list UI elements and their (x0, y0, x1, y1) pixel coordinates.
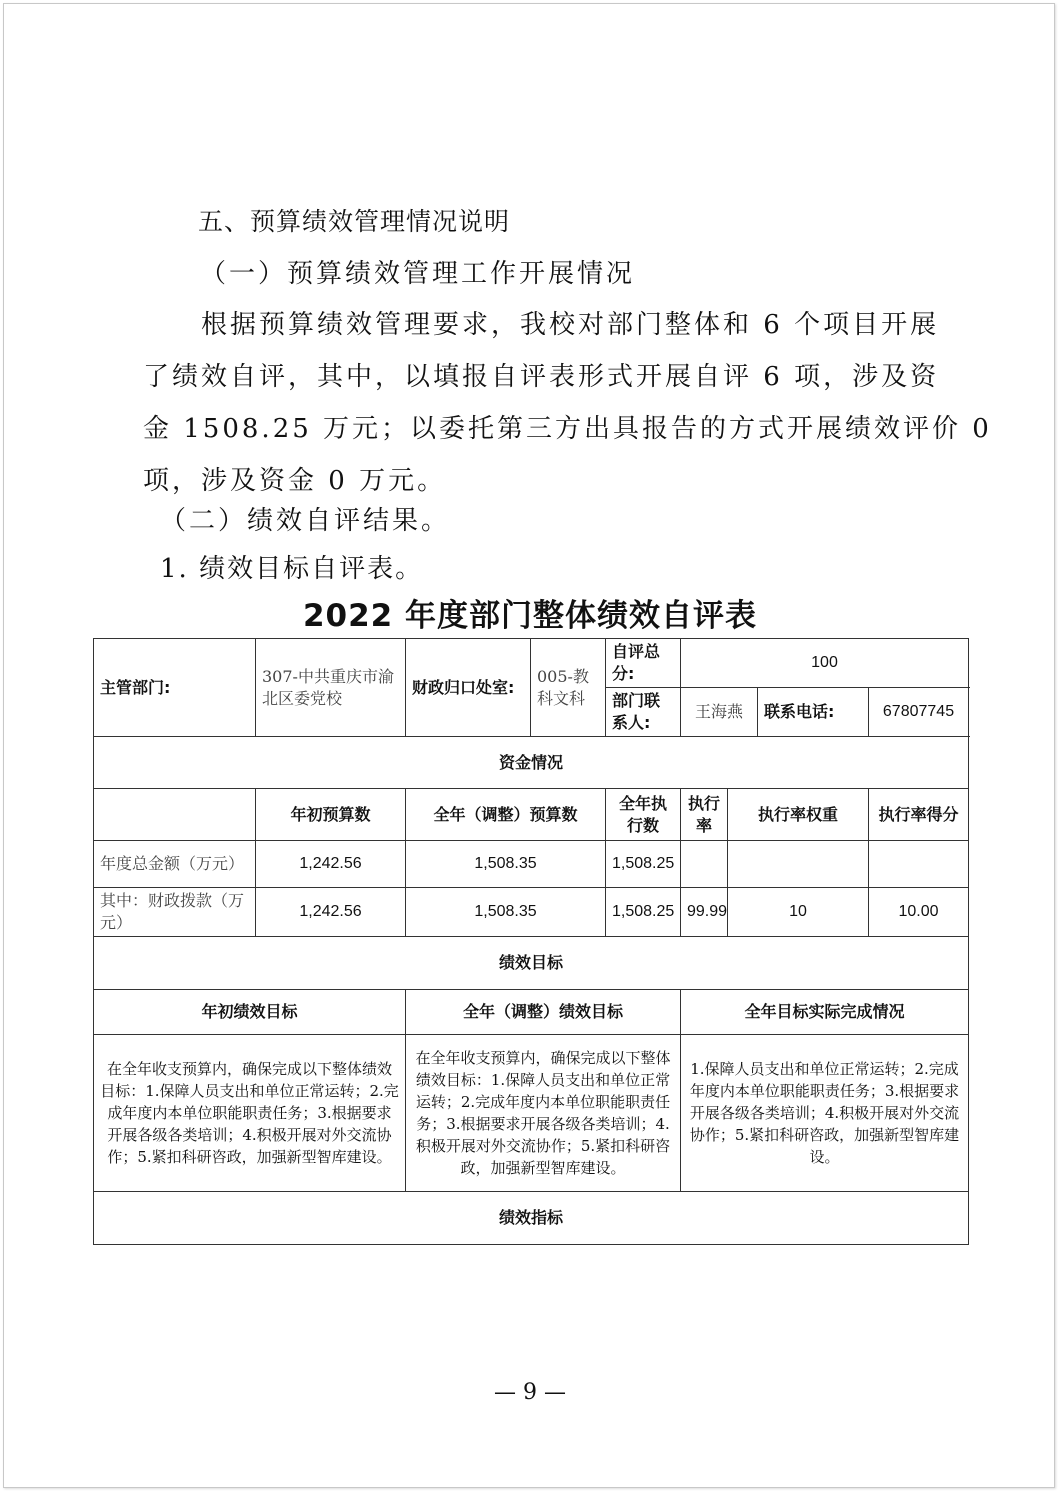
finance-value: 005-教科文科 (531, 639, 606, 737)
indicators-section-label: 绩效指标 (94, 1192, 969, 1245)
funds-section-label: 资金情况 (94, 737, 969, 789)
funds-col-header: 全年执行数 (606, 789, 681, 841)
row-label: 年度总金额（万元） (94, 841, 256, 888)
funds-col-header: 执行率 (681, 789, 728, 841)
table-cell (681, 841, 728, 888)
table-row (94, 888, 969, 937)
table-cell: 99.99 (681, 888, 728, 937)
table-cell: 10.00 (869, 888, 969, 937)
section-heading: 五、预算绩效管理情况说明 (198, 207, 511, 236)
table-cell: 10 (728, 888, 869, 937)
evaluation-table (93, 638, 969, 1245)
contact-label: 部门联系人: (606, 688, 681, 737)
funds-col-header: 执行率权重 (728, 789, 869, 841)
table-cell (728, 841, 869, 888)
funds-col-header: 全年（调整）预算数 (406, 789, 606, 841)
dept-value: 307-中共重庆市渝北区委党校 (256, 639, 406, 737)
table-cell: 1,508.25 (606, 888, 681, 937)
funds-col-header: 执行率得分 (869, 789, 969, 841)
subsection-heading-1: （一）预算绩效管理工作开展情况 (200, 259, 636, 289)
funds-col-header: 年初预算数 (256, 789, 406, 841)
dept-label: 主管部门: (94, 639, 256, 737)
paragraph-line: 了绩效自评，其中，以填报自评表形式开展自评 6 项，涉及资 (143, 362, 940, 392)
goals-col-header: 全年（调整）绩效目标 (406, 990, 681, 1035)
phone-label: 联系电话: (758, 688, 869, 737)
score-value: 100 (681, 639, 969, 688)
paragraph-line: 根据预算绩效管理要求，我校对部门整体和 6 个项目开展 (201, 310, 940, 340)
page-number: — 9 — (494, 1380, 566, 1405)
table-cell: 1,242.56 (256, 841, 406, 888)
funds-col-header (94, 789, 256, 841)
table-row (94, 841, 969, 888)
table-cell: 1,242.56 (256, 888, 406, 937)
paragraph-line: 项，涉及资金 0 万元。 (143, 466, 447, 496)
subsection-heading-3: 1. 绩效目标自评表。 (160, 554, 424, 584)
contact-value: 王海燕 (681, 688, 758, 737)
goal-text-initial: 在全年收支预算内，确保完成以下整体绩效目标：1.保障人员支出和单位正常运转；2.完成年度内本单位职能职责任务；3.根据要求开展各级各类培训；4.积极开展对外交流协作；5.紧扣科研咨政，加强新型智库建设。 (94, 1035, 406, 1192)
table-cell (869, 841, 969, 888)
goals-section-label: 绩效目标 (94, 937, 969, 990)
finance-label: 财政归口处室: (406, 639, 531, 737)
goals-col-header: 年初绩效目标 (94, 990, 406, 1035)
row-label: 其中：财政拨款（万元） (94, 888, 256, 937)
table-cell: 1,508.25 (606, 841, 681, 888)
table-cell: 1,508.35 (406, 841, 606, 888)
body-paragraph (143, 299, 992, 507)
goals-col-header: 全年目标实际完成情况 (681, 990, 969, 1035)
goal-text-actual: 1.保障人员支出和单位正常运转；2.完成年度内本单位职能职责任务；3.根据要求开展各级各类培训；4.积极开展对外交流协作；5.紧扣科研咨政，加强新型智库建设。 (681, 1035, 969, 1192)
table-cell: 1,508.35 (406, 888, 606, 937)
phone-value: 67807745 (869, 688, 969, 737)
paragraph-line: 金 1508.25 万元；以委托第三方出具报告的方式开展绩效评价 0 (143, 414, 992, 444)
goal-text-adjusted: 在全年收支预算内，确保完成以下整体绩效目标：1.保障人员支出和单位正常运转；2.完成年度内本单位职能职责任务；3.根据要求开展各级各类培训；4.积极开展对外交流协作；5.紧扣科研咨政，加强新型智库建设。 (406, 1035, 681, 1192)
score-label: 自评总分: (606, 639, 681, 688)
table-title: 2022 年度部门整体绩效自评表 (302, 598, 758, 634)
subsection-heading-2: （二）绩效自评结果。 (160, 506, 451, 536)
